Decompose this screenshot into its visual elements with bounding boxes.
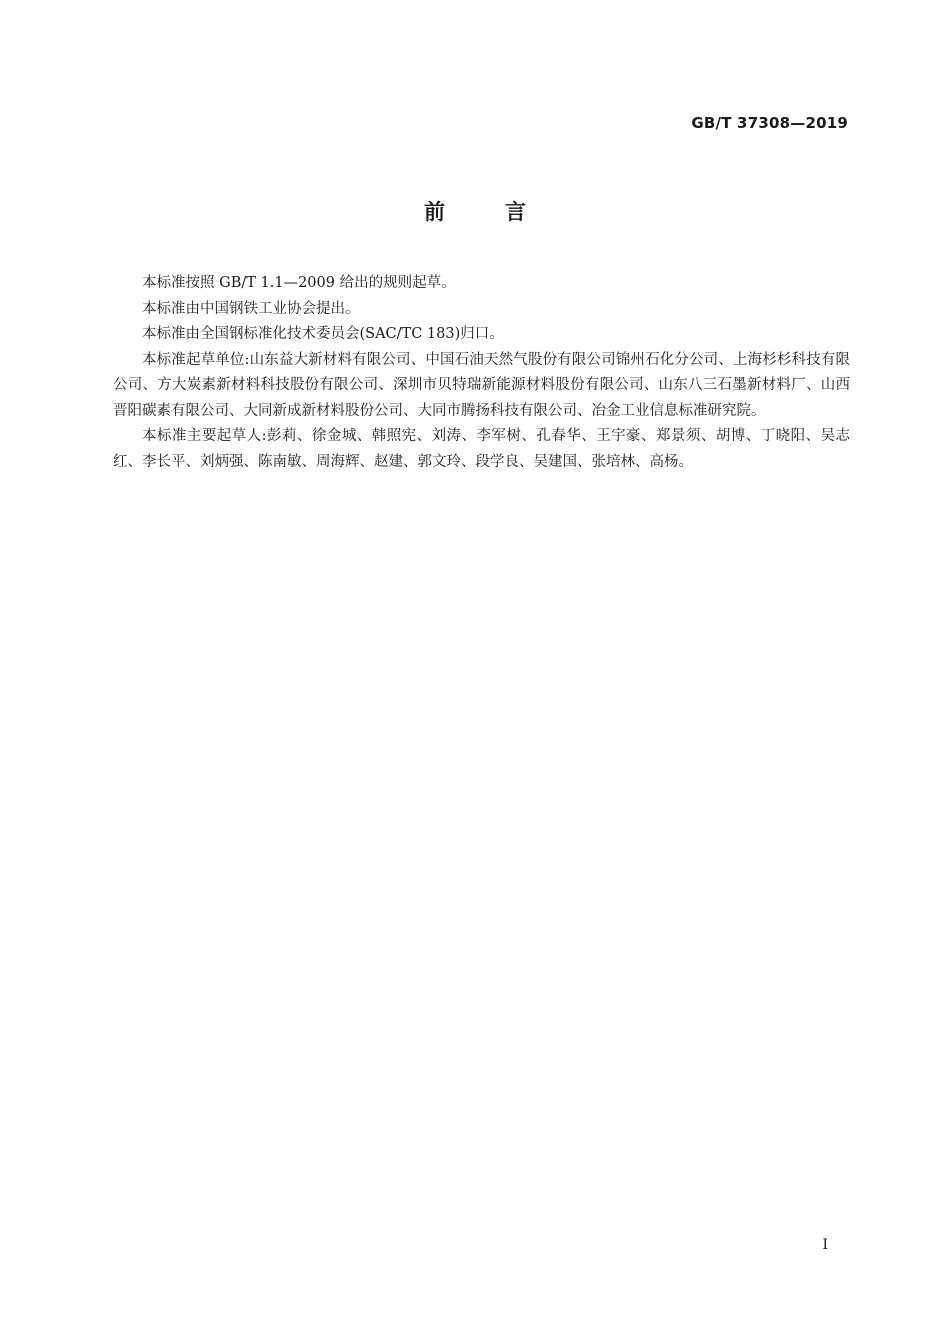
paragraph-drafting-rules: 本标准按照 GB/T 1.1—2009 给出的规则起草。 (142, 275, 456, 291)
paragraph-drafters: 本标准主要起草人:彭莉、徐金城、韩照宪、刘涛、李军树、孔春华、王宇豪、郑景须、胡博、丁晓阳、吴志红、李长平、刘炳强、陈南敏、周海辉、赵建、郭文玲、段学良、吴建国、张培林、高杨。 (113, 428, 850, 470)
paragraph-drafting-units: 本标准起草单位:山东益大新材料有限公司、中国石油天然气股份有限公司锦州石化分公司、上海杉杉科技有限公司、方大炭素新材料科技股份有限公司、深圳市贝特瑞新能源材料股份有限公司、山东八三石墨新材料厂、山西晋阳碳素有限公司、大同新成新材料股份公司、大同市腾扬科技有限公司、冶金工业信息标准研究院。 (113, 351, 850, 419)
page-title: 前言 (424, 200, 586, 224)
page-number: I (822, 1237, 828, 1253)
foreword-body (113, 271, 850, 475)
paragraph-administration: 本标准由全国钢标准化技术委员会(SAC/TC 183)归口。 (142, 326, 504, 342)
standard-code: GB/T 37308—2019 (691, 114, 848, 132)
paragraph-proposer: 本标准由中国钢铁工业协会提出。 (142, 300, 360, 317)
